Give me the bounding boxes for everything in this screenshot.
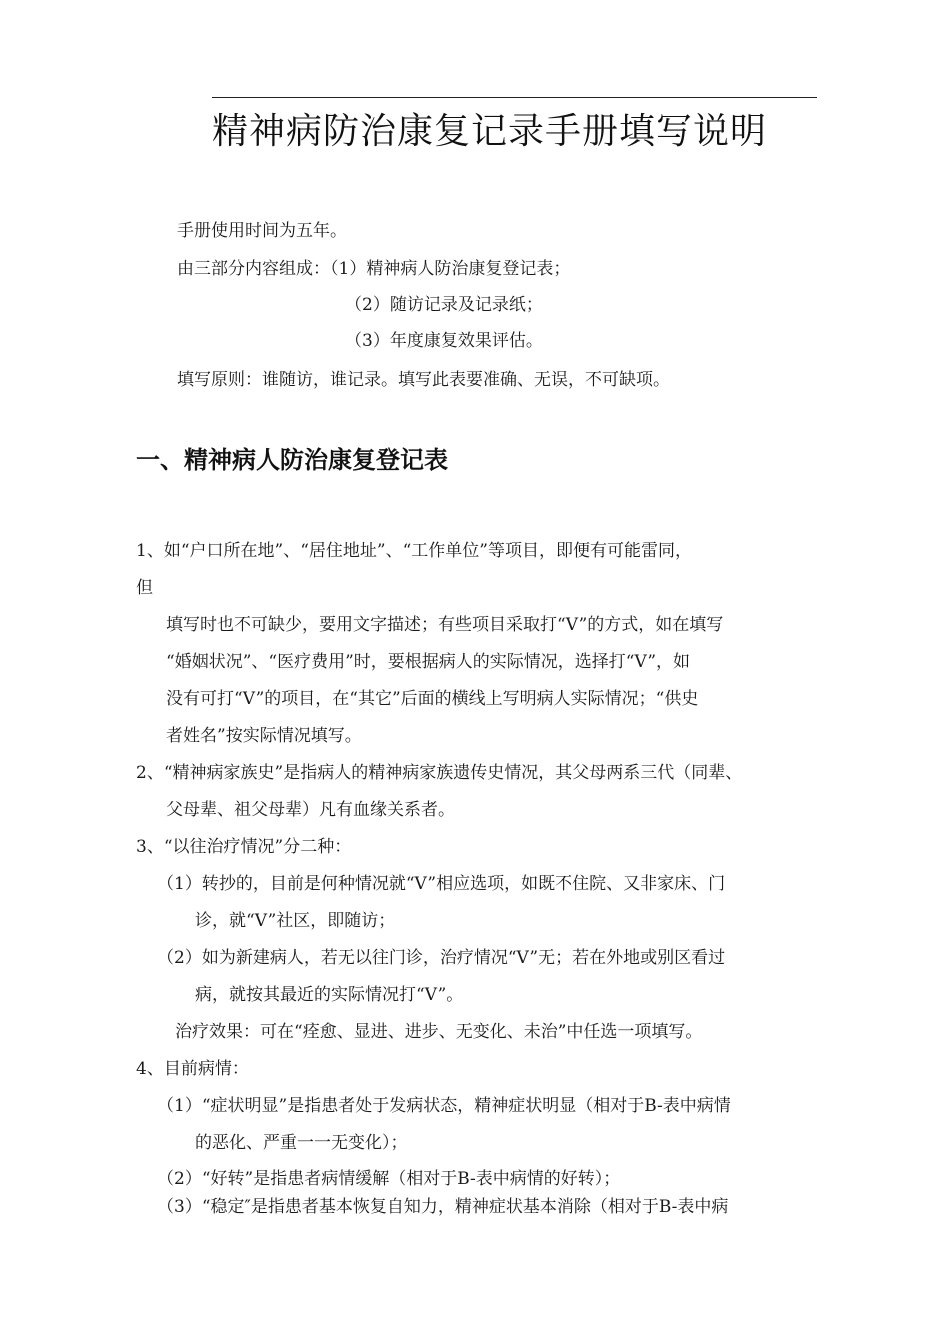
body-line: 没有可打“V”的项目，在“其它”后面的横线上写明病人实际情况；“供史 — [166, 689, 699, 709]
intro-line: 由三部分内容组成：（1）精神病人防治康复登记表； — [177, 259, 571, 279]
section-heading: 一、精神病人防治康复登记表 — [136, 446, 448, 474]
intro-line: （3）年度康复效果评估。 — [345, 331, 543, 351]
body-line: 的恶化、严重一一无变化）； — [195, 1133, 408, 1153]
intro-line: 填写原则：谁随访，谁记录。填写此表要准确、无误，不可缺项。 — [177, 370, 670, 390]
body-line: （3）“稳定″是指患者基本恢复自知力，精神症状基本消除（相对于B-表中病 — [157, 1197, 729, 1217]
body-line: 父母辈、祖父母辈）凡有血缘关系者。 — [166, 800, 455, 820]
body-line: 1、如“户口所在地”、“居住地址”、“工作单位”等项目，即便有可能雷同， — [136, 541, 692, 561]
body-line: 填写时也不可缺少，要用文字描述；有些项目采取打“V”的方式，如在填写 — [166, 615, 724, 635]
body-line: 诊，就“V”社区，即随访； — [195, 911, 396, 931]
body-line: 者姓名”按实际情况填写。 — [166, 726, 362, 746]
body-line: （1）“症状明显”是指患者处于发病状态，精神症状明显（相对于B-表中病情 — [157, 1096, 731, 1116]
body-line: （2）如为新建病人，若无以往门诊，治疗情况“V”无；若在外地或别区看过 — [157, 948, 726, 968]
intro-line: 手册使用时间为五年。 — [177, 221, 347, 241]
body-line: （2）“好转”是指患者病情缓解（相对于B-表中病情的好转）； — [157, 1169, 621, 1189]
body-line: “婚姻状况”、“医疗费用”时，要根据病人的实际情况，选择打“V”，如 — [166, 652, 691, 672]
body-line: 治疗效果：可在“痊愈、显进、进步、无变化、未治”中任选一项填写。 — [175, 1022, 703, 1042]
title-rule — [212, 97, 817, 98]
body-line: 3、“以往治疗情况”分二种： — [136, 837, 352, 857]
body-line: （1）转抄的，目前是何种情况就“V”相应选项，如既不住院、又非家床、门 — [157, 874, 726, 894]
body-line: 2、“精神病家族史”是指病人的精神病家族遗传史情况，其父母两系三代（同辈、 — [136, 763, 743, 783]
body-line: 4、目前病情： — [136, 1059, 249, 1079]
body-line: 病，就按其最近的实际情况打“V”。 — [195, 985, 464, 1005]
document-title: 精神病防治康复记录手册填写说明 — [212, 111, 768, 152]
intro-line: （2）随访记录及记录纸； — [345, 295, 543, 315]
body-line: 但 — [136, 578, 153, 598]
